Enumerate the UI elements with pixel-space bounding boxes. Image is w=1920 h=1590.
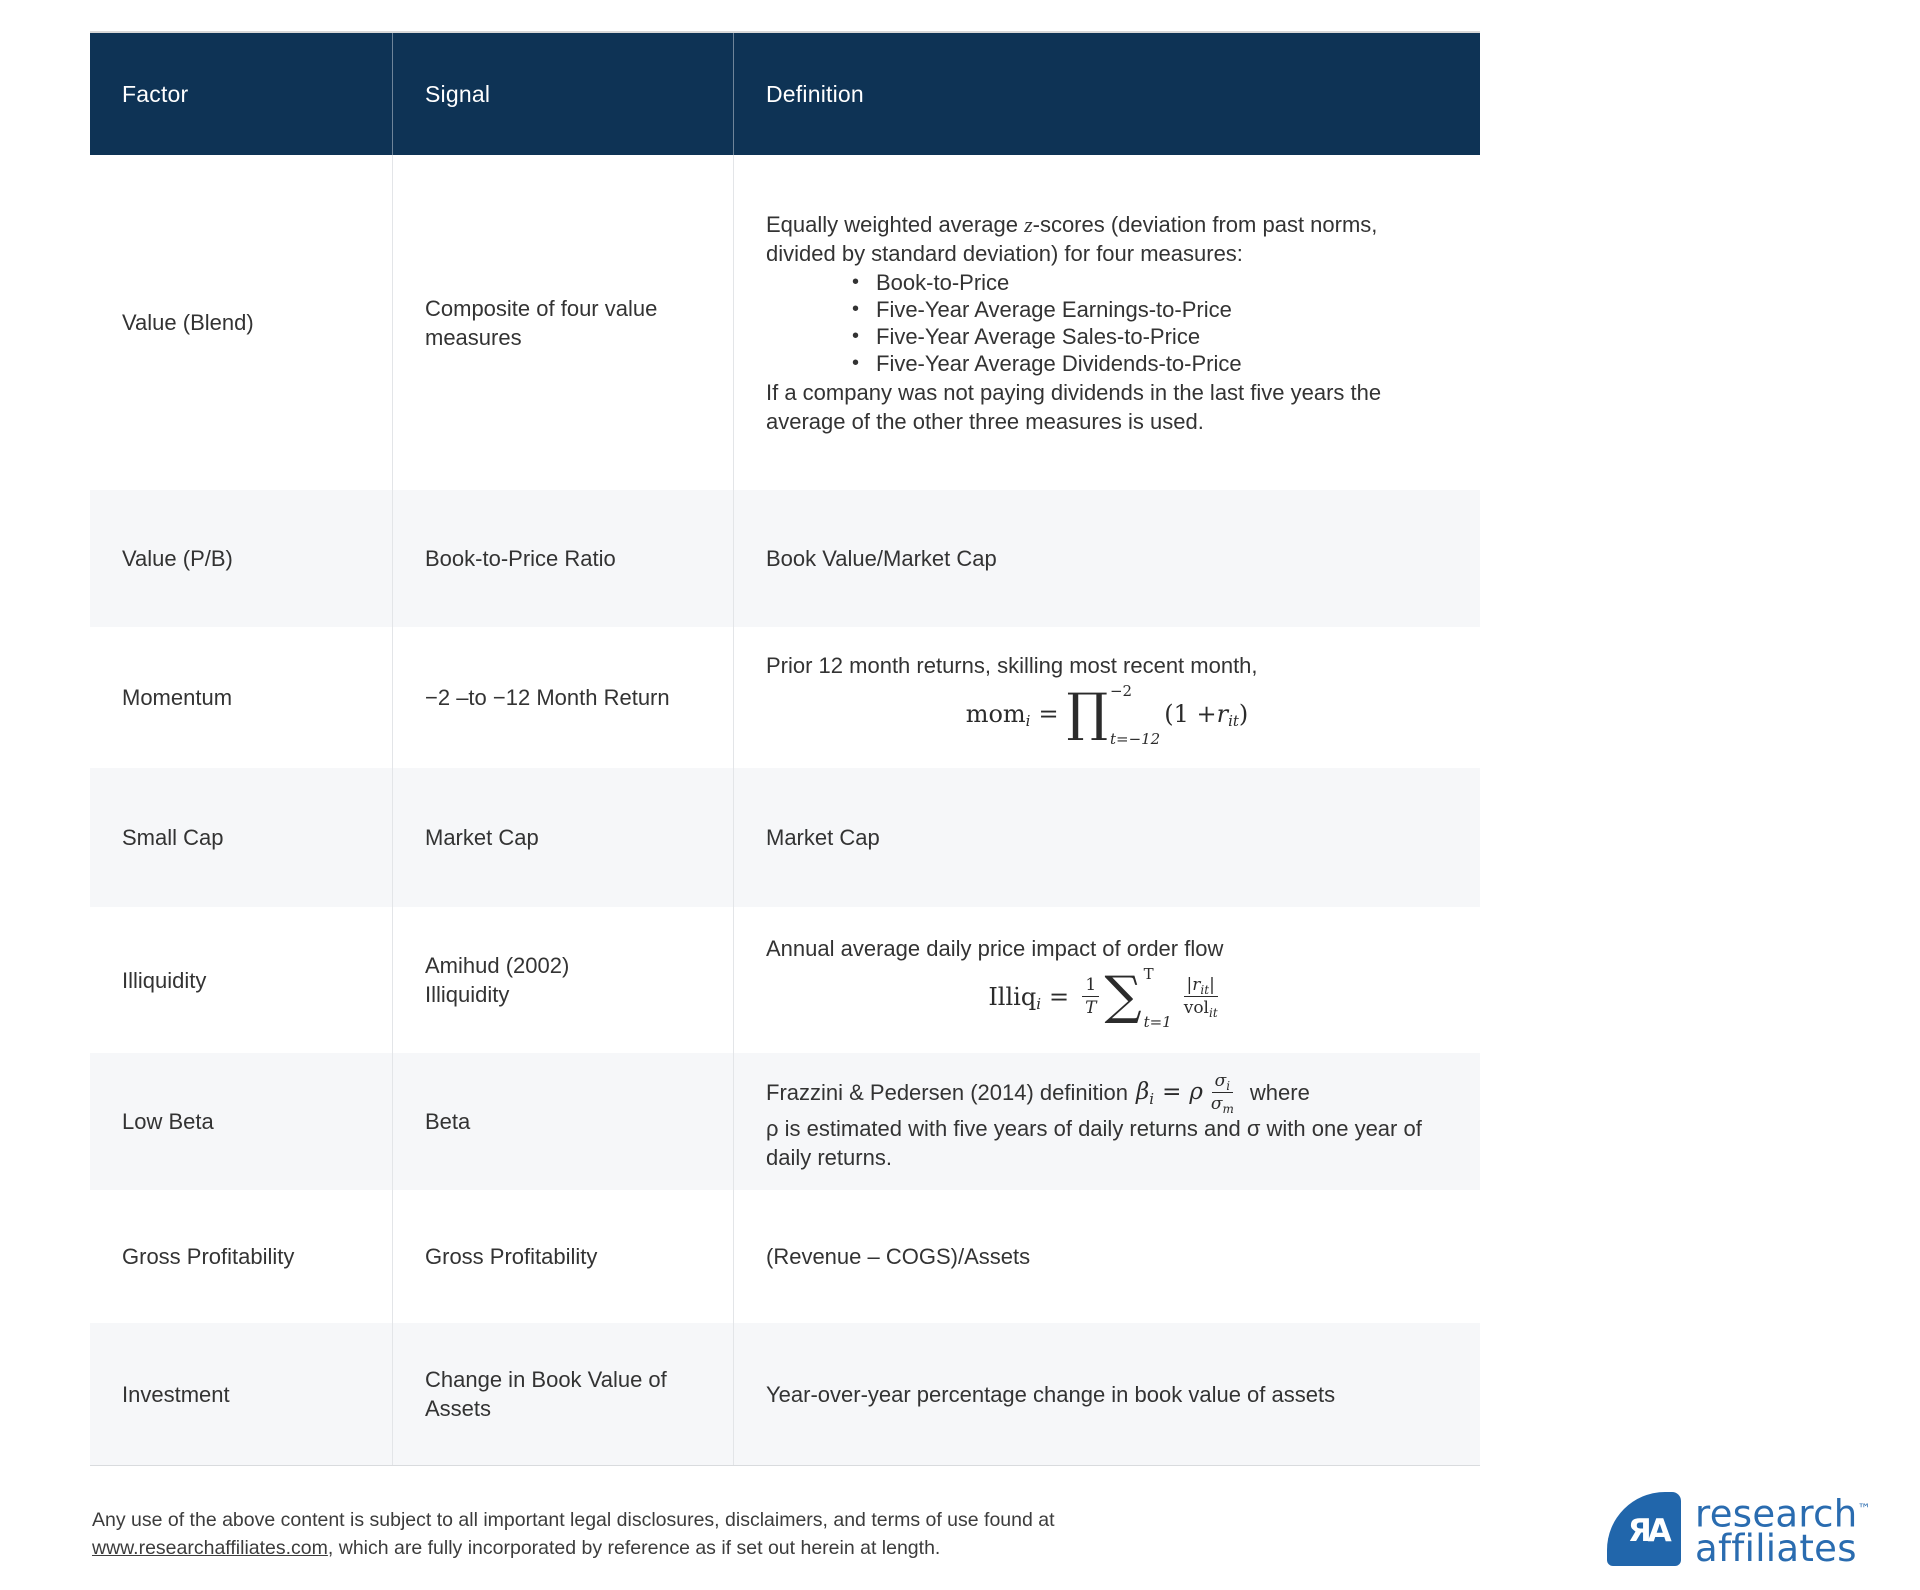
factor-cell xyxy=(90,907,392,1053)
factor-label: Value (P/B) xyxy=(122,546,233,571)
signal-cell xyxy=(392,1190,733,1323)
ra-monogram: ЯA xyxy=(1627,1513,1668,1550)
signal-label: Composite of four value measures xyxy=(425,295,658,350)
factor-label: Small Cap xyxy=(122,825,224,850)
definition-intro: Equally weighted average z-scores (deviation from past norms, divided by standard deviation) for four measures: xyxy=(766,211,1378,266)
definition-cell xyxy=(733,1190,1480,1323)
upper-limit: T xyxy=(1143,964,1154,983)
ra-logo-mark-icon xyxy=(1607,1492,1681,1566)
definition-cell xyxy=(733,907,1480,1053)
table-row-investment xyxy=(90,1323,1480,1465)
definition-cell xyxy=(733,1323,1480,1465)
factor-cell xyxy=(90,1053,392,1190)
definition-cell xyxy=(733,155,1480,490)
signal-cell xyxy=(392,155,733,490)
header-cell-factor xyxy=(90,33,392,155)
momentum-formula: mom i = ∏ −2 t=−12 (1 + r it ) xyxy=(965,682,1249,748)
bullet-item: • Five-Year Average Sales-to-Price xyxy=(844,323,1448,350)
header-cell-definition xyxy=(733,33,1480,155)
disclaimer-line2: , which are fully incorporated by reference as if set out herein at length. xyxy=(327,1537,941,1559)
table-row-illiquidity xyxy=(90,907,1480,1053)
factor-cell xyxy=(90,155,392,490)
lower-limit: t=−12 xyxy=(1109,730,1161,748)
header-signal-label: Signal xyxy=(425,80,491,107)
signal-cell xyxy=(392,1053,733,1190)
definition-cell xyxy=(733,490,1480,627)
signal-label-line2: Illiquidity xyxy=(425,982,510,1007)
definition-cell xyxy=(733,768,1480,907)
header-cell-signal xyxy=(392,33,733,155)
table-row-low-beta xyxy=(90,1053,1480,1190)
factor-label: Low Beta xyxy=(122,1109,214,1134)
signal-label: Change in Book Value of Assets xyxy=(425,1367,667,1421)
factor-cell xyxy=(90,627,392,768)
signal-label: Beta xyxy=(425,1109,471,1134)
formula-lhs: Illiq xyxy=(988,982,1037,1011)
definition-text: (Revenue – COGS)/Assets xyxy=(766,1244,1031,1269)
definition-cell xyxy=(733,627,1480,768)
bullet-item: • Book-to-Price xyxy=(844,269,1448,296)
signal-label-line1: Amihud (2002) xyxy=(425,953,570,978)
italic-z: z xyxy=(1024,211,1033,237)
lower-limit: t=1 xyxy=(1143,1012,1172,1031)
product-operator: ∏ xyxy=(1066,683,1108,744)
logo-wordmark: research™ affiliates xyxy=(1695,1492,1871,1571)
factor-cell xyxy=(90,490,392,627)
table-header-row xyxy=(90,33,1480,155)
factor-cell xyxy=(90,768,392,907)
trademark-symbol: ™ xyxy=(1857,1502,1871,1517)
header-definition-label: Definition xyxy=(766,80,864,107)
table-row-momentum xyxy=(90,627,1480,768)
bullet-item: • Five-Year Average Dividends-to-Price xyxy=(844,350,1448,377)
factor-label: Investment xyxy=(122,1381,230,1407)
signal-label: −2 –to −12 Month Return xyxy=(425,685,670,710)
value-measures-bullet-list xyxy=(844,269,1448,377)
beta-definition-line1: Frazzini & Pedersen (2014) definition β i = ρ $\frac{\sigma i}{\sigma m}$ where xyxy=(766,1070,1310,1116)
definition-cell xyxy=(733,1053,1480,1190)
signal-cell xyxy=(392,907,733,1053)
table-row-value-pb xyxy=(90,490,1480,627)
upper-limit: −2 xyxy=(1109,682,1133,700)
illiquidity-formula: Illiq i = $\frac{1}{T}$ ∑ T t=1 $\frac{\text{|rit|}}{\text{volit}}$ xyxy=(988,964,1218,1031)
disclaimer-line1: Any use of the above content is subject to all important legal disclosures, disclaimers, and terms of use found at xyxy=(92,1509,1055,1531)
research-affiliates-logo xyxy=(1607,1492,1871,1571)
definition-outro: If a company was not paying dividends in the last five years the average of the other three measures is used. xyxy=(766,379,1382,434)
factor-label: Illiquidity xyxy=(122,967,207,993)
factor-label: Gross Profitability xyxy=(122,1244,295,1269)
signal-cell xyxy=(392,627,733,768)
bullet-item: • Five-Year Average Earnings-to-Price xyxy=(844,296,1448,323)
signal-label: Gross Profitability xyxy=(425,1244,598,1269)
beta-definition-line2: ρ is estimated with five years of daily returns and σ with one year of daily returns. xyxy=(766,1116,1422,1171)
factor-definitions-table xyxy=(90,31,1480,1466)
table-row-gross-profitability xyxy=(90,1190,1480,1323)
definition-text: Annual average daily price impact of order flow xyxy=(766,935,1224,961)
factor-label: Momentum xyxy=(122,685,233,710)
definition-text: Market Cap xyxy=(766,825,880,850)
signal-cell xyxy=(392,768,733,907)
header-factor-label: Factor xyxy=(122,80,189,107)
factor-cell xyxy=(90,1323,392,1465)
signal-cell xyxy=(392,490,733,627)
sum-operator: ∑ xyxy=(1104,965,1142,1026)
definition-text: Book Value/Market Cap xyxy=(766,546,997,571)
research-affiliates-link[interactable]: www.researchaffiliates.com xyxy=(92,1537,328,1559)
signal-label: Market Cap xyxy=(425,825,539,850)
legal-disclaimer xyxy=(92,1506,1272,1562)
formula-lhs: mom xyxy=(965,700,1026,728)
table-row-value-blend xyxy=(90,155,1480,490)
table-row-small-cap xyxy=(90,768,1480,907)
beta-formula: β i = ρ $\frac{\sigma i}{\sigma m}$ xyxy=(1135,1070,1234,1116)
signal-label: Book-to-Price Ratio xyxy=(425,546,616,571)
factor-label: Value (Blend) xyxy=(122,310,254,335)
definition-text: Year-over-year percentage change in book value of assets xyxy=(766,1381,1336,1407)
signal-cell xyxy=(392,1323,733,1465)
factor-cell xyxy=(90,1190,392,1323)
definition-text: Prior 12 month returns, skilling most recent month, xyxy=(766,653,1258,678)
